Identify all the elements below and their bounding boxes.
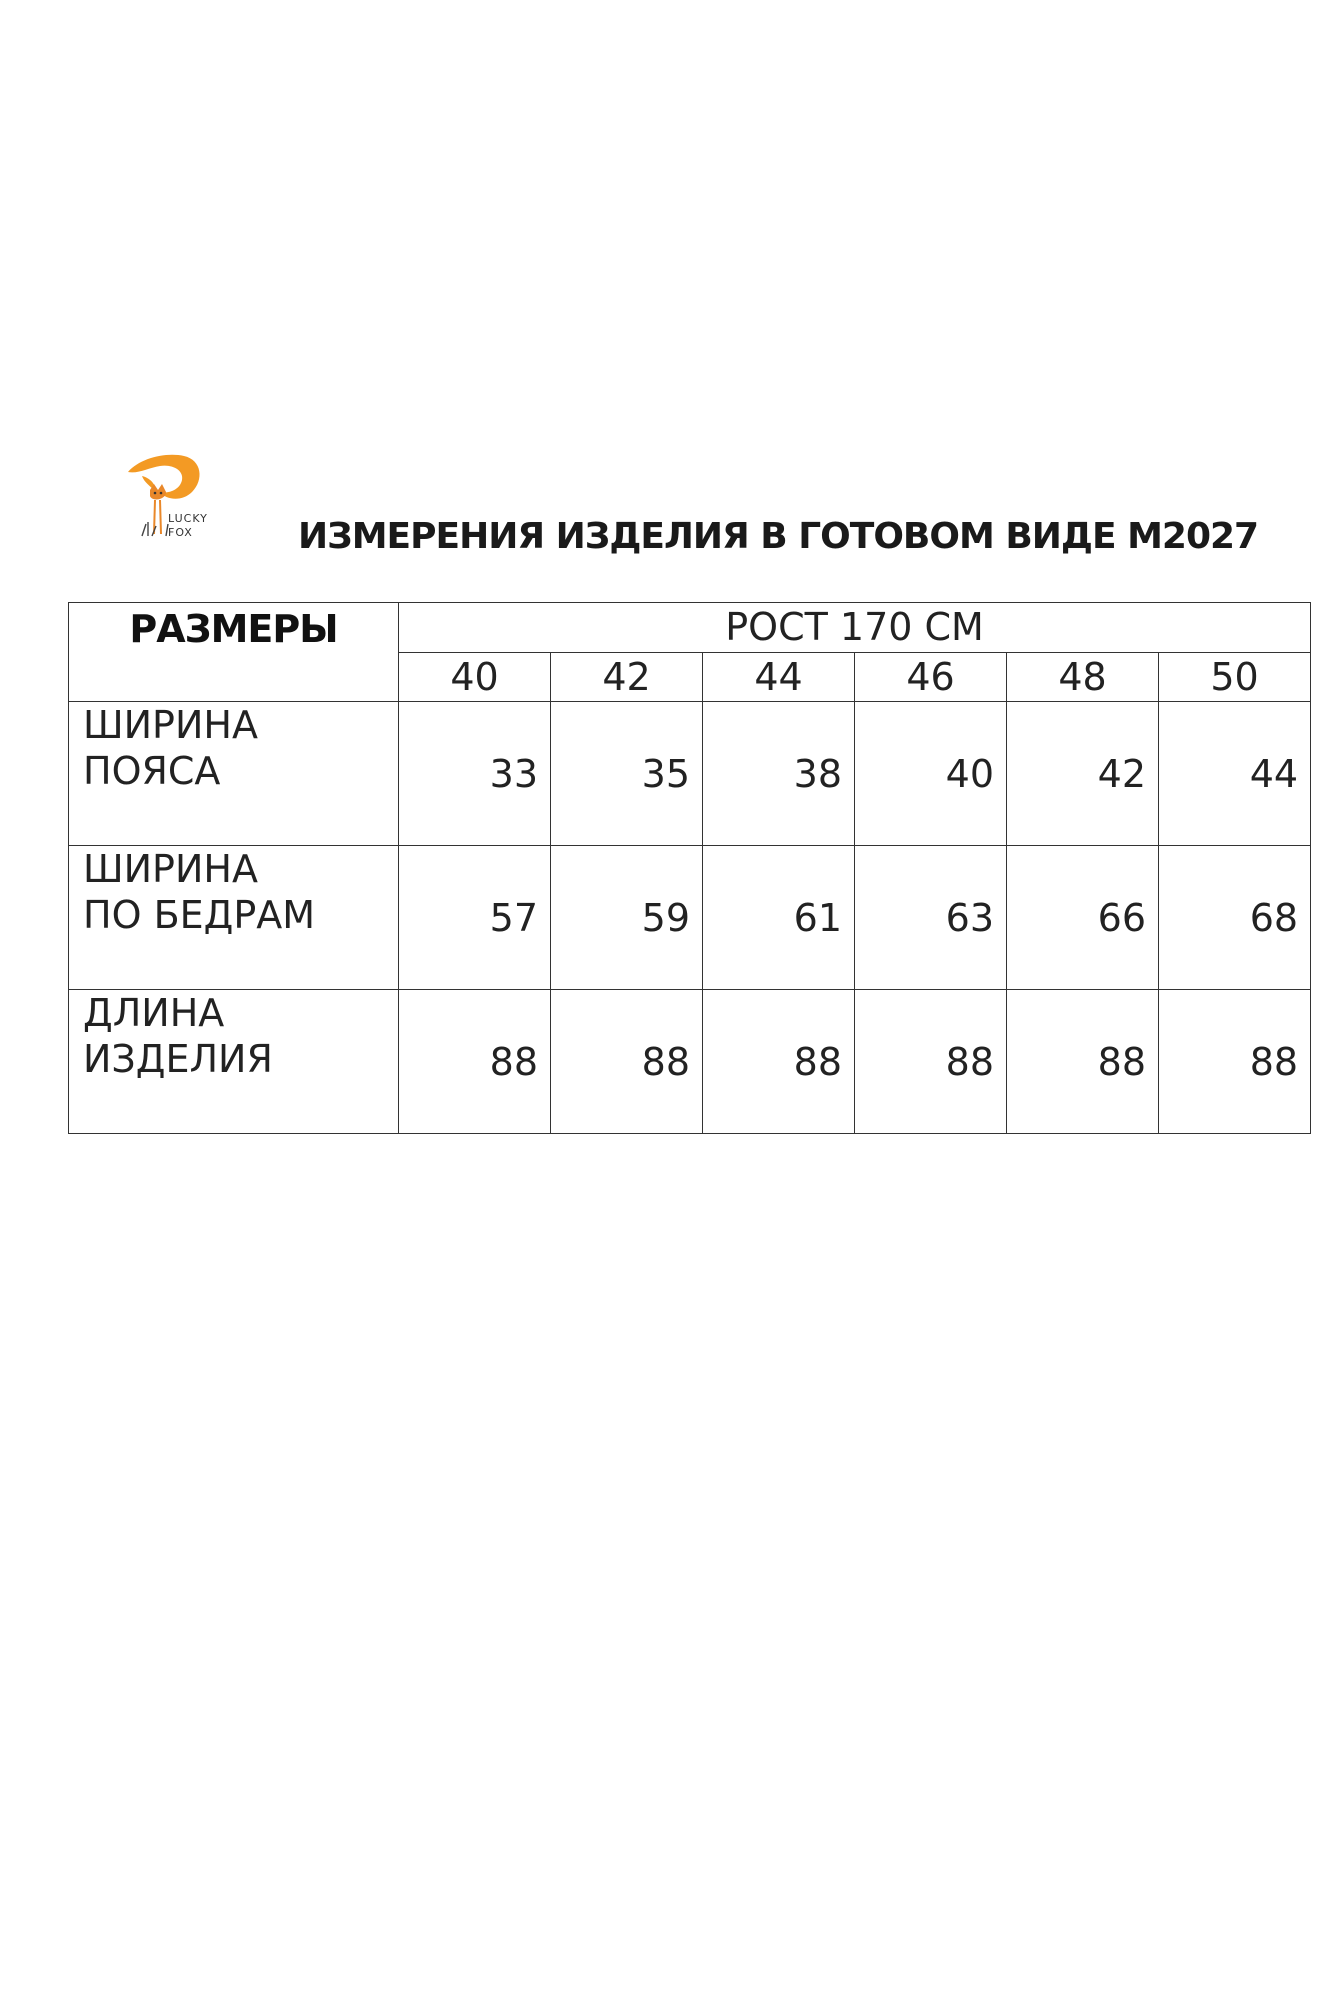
row-label-line: ПО БЕДРАМ (83, 893, 316, 937)
table-cell: 61 (703, 846, 855, 990)
table-cell: 38 (703, 702, 855, 846)
row-label-line: ДЛИНА (83, 991, 225, 1035)
page-title: ИЗМЕРЕНИЯ ИЗДЕЛИЯ В ГОТОВОМ ВИДЕ М2027 (298, 516, 1259, 557)
table-cell: 88 (399, 990, 551, 1134)
size-header: 50 (1159, 652, 1311, 702)
table-row (69, 702, 1311, 846)
logo-text-line2: FOX (168, 526, 193, 539)
table-cell: 68 (1159, 846, 1311, 990)
logo-text-line1: LUCKY (168, 512, 208, 525)
lucky-fox-logo (122, 450, 232, 550)
row-label-hips (69, 846, 399, 990)
table-row (69, 990, 1311, 1134)
table-row (69, 846, 1311, 990)
row-label-length (69, 990, 399, 1134)
table-cell: 59 (551, 846, 703, 990)
table-cell: 88 (855, 990, 1007, 1134)
size-header: 42 (551, 652, 703, 702)
table-cell: 66 (1007, 846, 1159, 990)
table-cell: 88 (1159, 990, 1311, 1134)
table-cell: 57 (399, 846, 551, 990)
table-cell: 40 (855, 702, 1007, 846)
row-label-line: ПОЯСА (83, 749, 221, 793)
table-cell: 88 (1007, 990, 1159, 1134)
table-cell: 88 (703, 990, 855, 1134)
table-header-row (69, 603, 1311, 653)
row-label-line: ШИРИНА (83, 847, 258, 891)
height-group-header: РОСТ 170 СМ (399, 603, 1311, 653)
table-cell: 33 (399, 702, 551, 846)
row-label-line: ШИРИНА (83, 703, 258, 747)
table-cell: 63 (855, 846, 1007, 990)
size-header: 46 (855, 652, 1007, 702)
table-cell: 44 (1159, 702, 1311, 846)
table-cell: 88 (551, 990, 703, 1134)
size-header: 40 (399, 652, 551, 702)
row-label-waist (69, 702, 399, 846)
corner-label: РАЗМЕРЫ (69, 603, 399, 702)
size-header: 48 (1007, 652, 1159, 702)
size-header: 44 (703, 652, 855, 702)
table-cell: 35 (551, 702, 703, 846)
row-label-line: ИЗДЕЛИЯ (83, 1037, 273, 1081)
size-chart-table (68, 602, 1311, 1134)
table-cell: 42 (1007, 702, 1159, 846)
